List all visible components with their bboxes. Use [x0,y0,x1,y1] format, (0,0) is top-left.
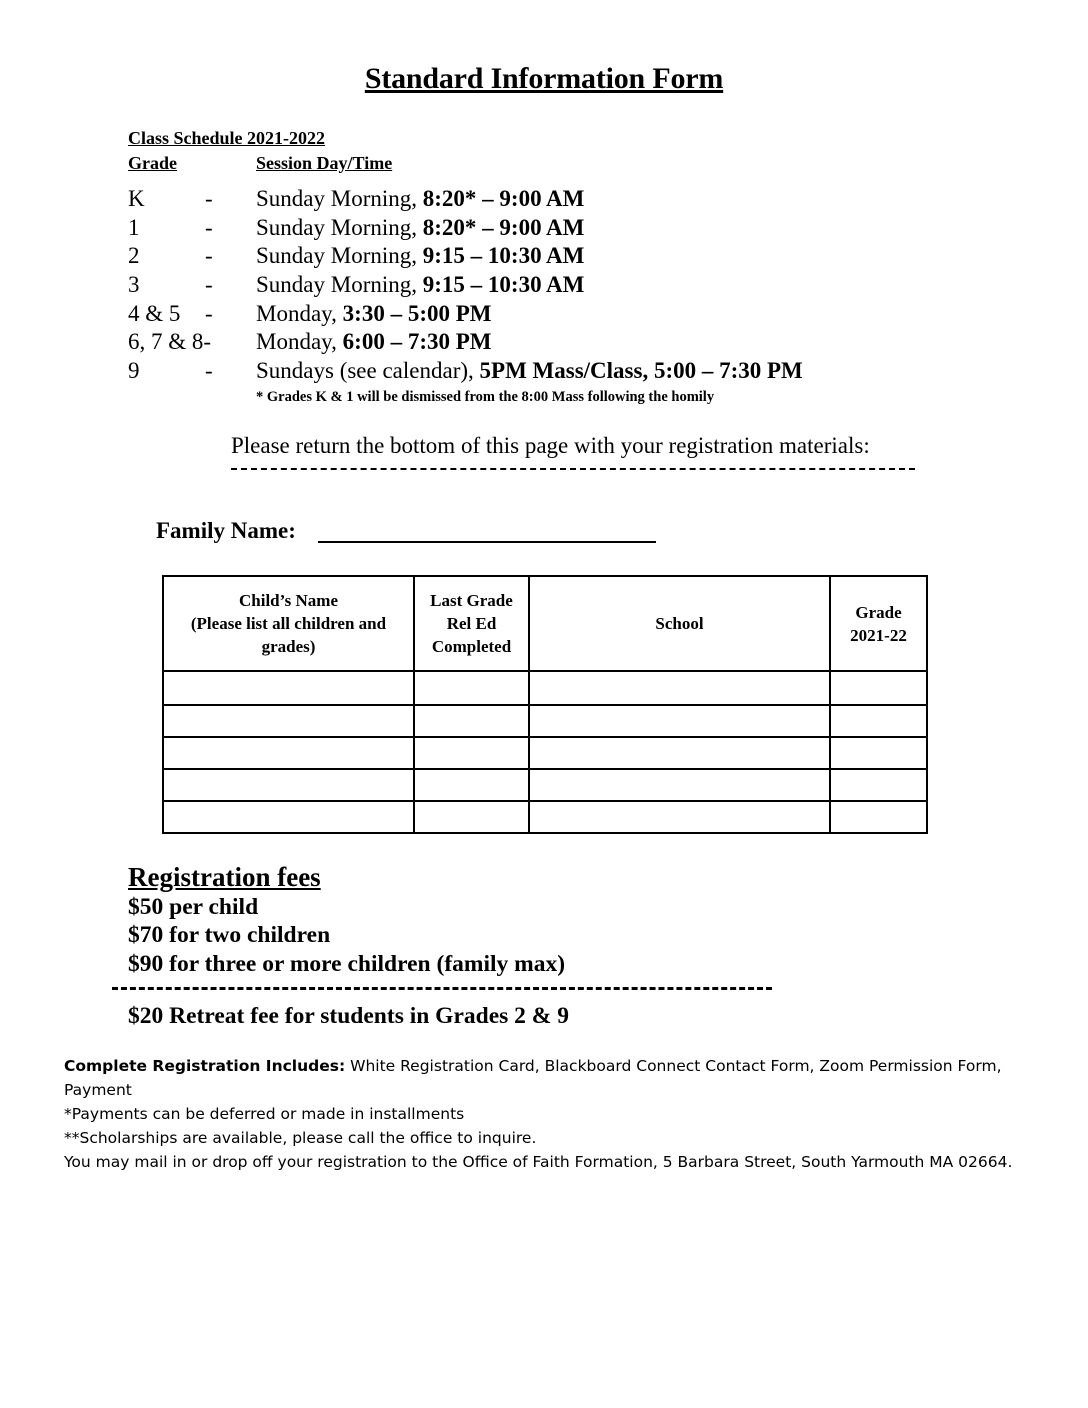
complete-registration-note [64,1054,1024,1102]
schedule-session [256,329,492,355]
header-line: (Please list all children and [190,614,387,633]
schedule-dash: - [205,243,213,268]
schedule-grade: 9 [128,358,140,383]
header-line: Rel Ed [446,614,497,633]
children-table [162,575,928,834]
schedule-session [256,186,584,212]
grade-cell[interactable] [830,801,927,833]
schedule-grade: 2 [128,243,140,268]
child-name-cell[interactable] [163,705,414,737]
schedule-day: Sundays (see calendar), [256,358,480,383]
table-row [163,737,927,769]
schedule-dash: - [205,215,213,240]
schedule-session [256,358,803,384]
last-grade-cell[interactable] [414,737,529,769]
header-line: grades) [261,637,316,656]
schedule-time: 5PM Mass/Class, 5:00 – 7:30 PM [479,358,803,383]
school-cell[interactable] [529,737,830,769]
schedule-footnote: * Grades K & 1 will be dismissed from the 8:00 Mass following the homily [256,389,715,405]
school-header [529,576,830,671]
cut-line [231,468,915,470]
schedule-dash: - [205,358,213,383]
grade-cell[interactable] [830,737,927,769]
header-line: Completed [431,637,512,656]
fee-line: $90 for three or more children (family max) [128,951,566,977]
registration-notes [64,1054,1024,1174]
page-title: Standard Information Form [364,62,724,95]
family-name-field[interactable] [318,541,656,543]
schedule-dash: - [205,272,213,297]
schedule-day: Sunday Morning, [256,186,423,211]
schedule-day: Sunday Morning, [256,272,423,297]
schedule-day: Sunday Morning, [256,215,423,240]
schedule-session [256,243,584,269]
schedule-time: 8:20* – 9:00 AM [422,215,585,240]
payments-note: *Payments can be deferred or made in installments [64,1105,465,1123]
school-cell[interactable] [529,769,830,801]
table-row [163,705,927,737]
family-name-label: Family Name: [156,518,296,543]
table-row [163,671,927,705]
schedule-day: Monday, [256,329,343,354]
schedule-session [256,272,584,298]
school-cell[interactable] [529,705,830,737]
header-line: Child’s Name [238,591,338,610]
grade-cell[interactable] [830,769,927,801]
grade-header [830,576,927,671]
schedule-session [256,215,584,241]
child-name-header [163,576,414,671]
grade-cell[interactable] [830,705,927,737]
fee-divider [112,987,772,990]
schedule-time: 9:15 – 10:30 AM [422,272,585,297]
child-name-cell[interactable] [163,671,414,705]
mail-note: You may mail in or drop off your registration to the Office of Faith Formation, 5 Barbara Street, South Yarmouth MA 02664. [64,1153,1013,1171]
child-name-cell[interactable] [163,801,414,833]
schedule-grade: 3 [128,272,140,297]
schedule-grade: K [128,186,145,211]
school-cell[interactable] [529,801,830,833]
schedule-grade: 4 & 5 [128,301,181,326]
fee-line: $70 for two children [128,922,331,948]
child-name-cell[interactable] [163,737,414,769]
header-line: Last Grade [430,591,513,610]
scholarships-note: **Scholarships are available, please call the office to inquire. [64,1129,537,1147]
schedule-time: 3:30 – 5:00 PM [342,301,492,326]
header-line: 2021-22 [850,625,907,645]
header-line: School [655,614,704,633]
fee-line: $50 per child [128,894,259,920]
schedule-grade-header: Grade [128,153,177,173]
grade-cell[interactable] [830,671,927,705]
schedule-day: Monday, [256,301,343,326]
header-line: Grade [855,602,902,622]
last-grade-cell[interactable] [414,769,529,801]
table-header-row [163,576,927,671]
last-grade-cell[interactable] [414,705,529,737]
schedule-grade: 1 [128,215,140,240]
retreat-fee: $20 Retreat fee for students in Grades 2 & 9 [128,1003,569,1029]
complete-registration-text: White Registration Card, Blackboard Connect Contact Form, Zoom Permission Form, Payment [64,1057,1002,1099]
schedule-time: 8:20* – 9:00 AM [422,186,585,211]
schedule-session-header: Session Day/Time [256,153,393,173]
table-row [163,801,927,833]
last-grade-cell[interactable] [414,671,529,705]
schedule-dash: - [205,186,213,211]
school-cell[interactable] [529,671,830,705]
fees-heading: Registration fees [128,862,321,892]
complete-registration-label: Complete Registration Includes: [64,1057,346,1075]
schedule-time: 6:00 – 7:30 PM [342,329,492,354]
schedule-heading: Class Schedule 2021-2022 [128,128,326,148]
table-row [163,769,927,801]
schedule-time: 9:15 – 10:30 AM [422,243,585,268]
last-grade-header [414,576,529,671]
schedule-dash: - [205,301,213,326]
schedule-session [256,301,492,327]
last-grade-cell[interactable] [414,801,529,833]
child-name-cell[interactable] [163,769,414,801]
schedule-grade: 6, 7 & 8- [128,329,212,354]
schedule-day: Sunday Morning, [256,243,423,268]
return-instructions: Please return the bottom of this page with your registration materials: [231,433,870,458]
